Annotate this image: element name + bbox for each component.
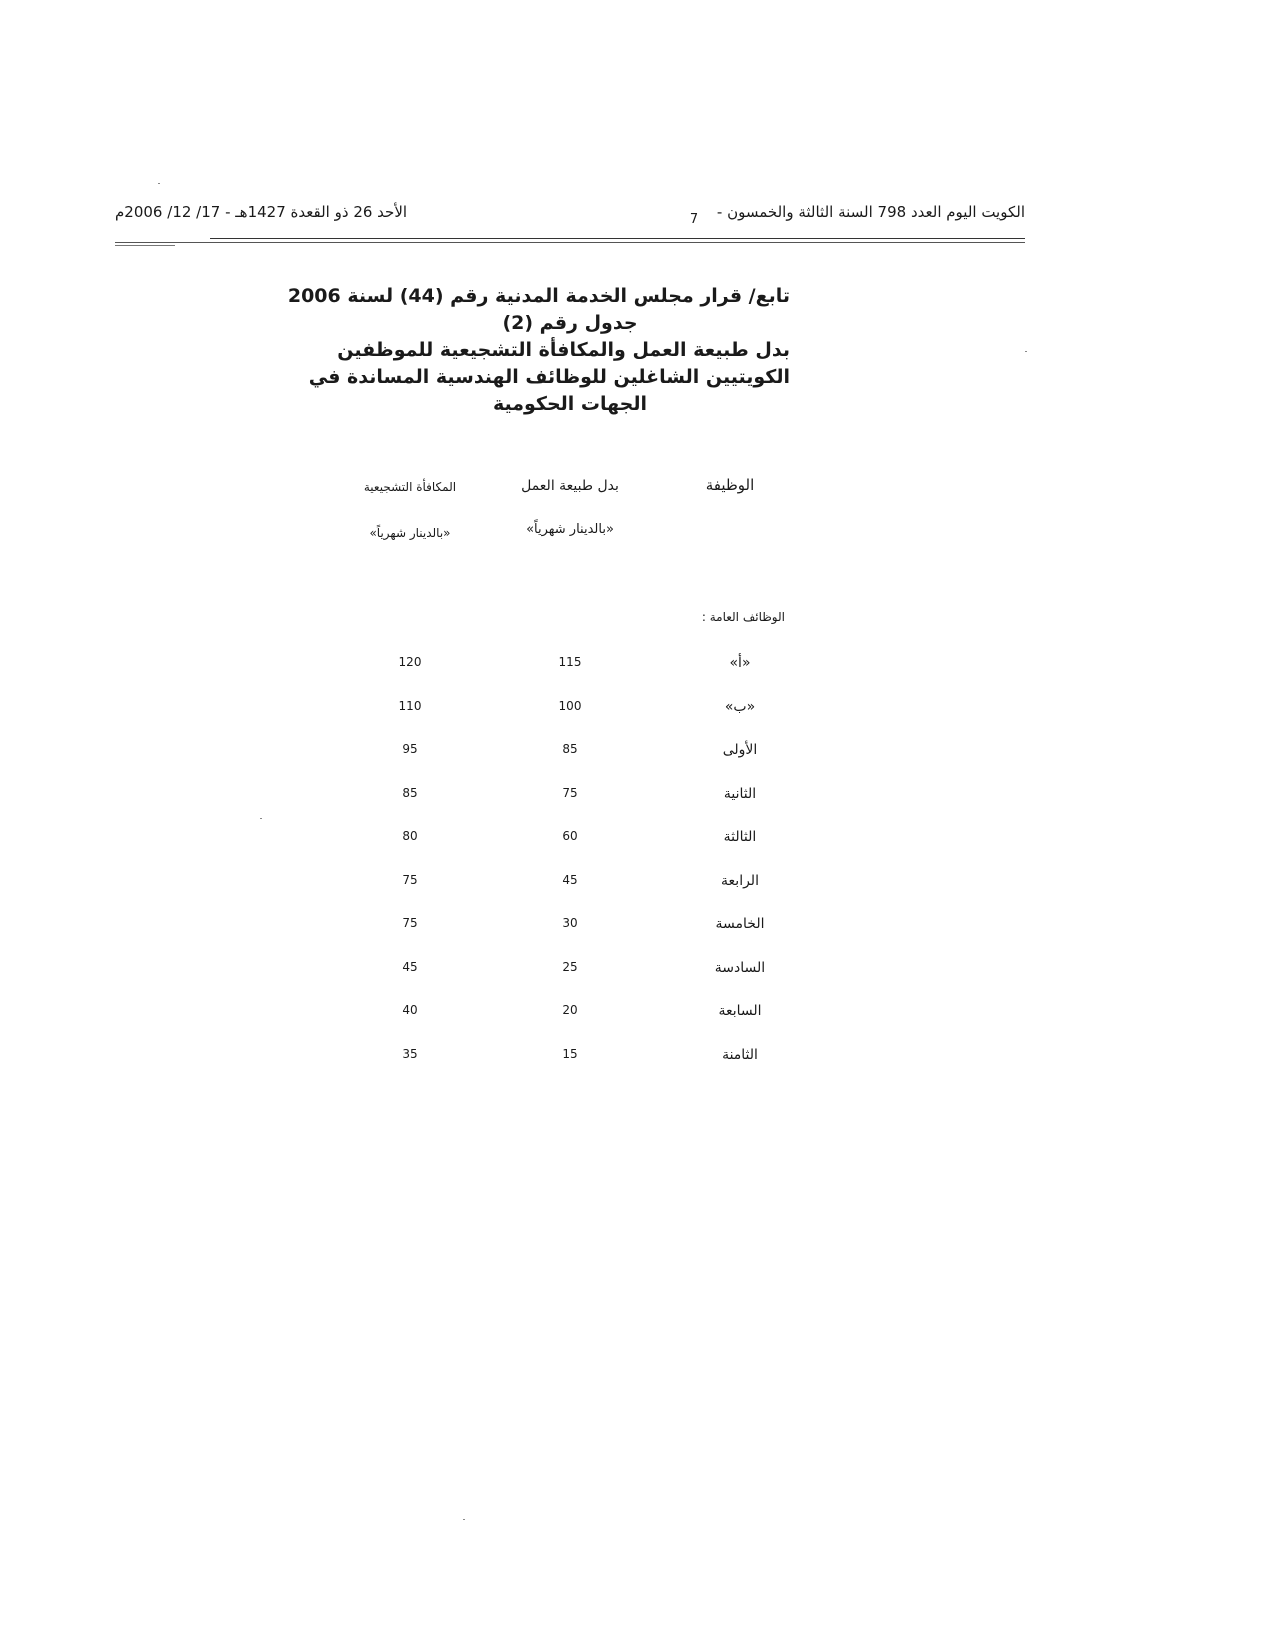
title-line-3: بدل طبيعة العمل والمكافأة التشجيعية للموظفين [337, 339, 790, 361]
title-line-2: جدول رقم (2) [502, 312, 638, 334]
row-allowance: 100 [558, 699, 582, 713]
row-reward: 40 [402, 1003, 418, 1017]
table-row [0, 829, 1275, 851]
row-job: الثانية [723, 786, 757, 802]
scan-speck [260, 818, 262, 819]
row-reward: 35 [402, 1047, 418, 1061]
column-header-job: الوظيفة [705, 476, 755, 494]
row-reward: 45 [402, 960, 418, 974]
row-allowance: 85 [562, 742, 578, 756]
table-row [0, 742, 1275, 764]
row-job: «أ» [729, 655, 751, 671]
row-reward: 95 [402, 742, 418, 756]
section-label: الوظائف العامة : [701, 610, 785, 624]
row-job: الثالثة [723, 829, 757, 845]
table-row [0, 873, 1275, 895]
row-reward: 85 [402, 786, 418, 800]
row-allowance: 45 [562, 873, 578, 887]
row-allowance: 60 [562, 829, 578, 843]
title-line-1: تابع/ قرار مجلس الخدمة المدنية رقم (44) لسنة 2006 [287, 285, 790, 307]
row-job: السابعة [718, 1003, 762, 1019]
row-job: الرابعة [721, 873, 759, 889]
header-date: الأحد 26 ذو القعدة 1427هـ - 17/ 12/ 2006م [115, 203, 408, 221]
scan-speck [158, 183, 160, 184]
title-line-5: الجهات الحكومية [492, 393, 648, 415]
row-reward: 75 [402, 916, 418, 930]
row-allowance: 25 [562, 960, 578, 974]
row-allowance: 30 [562, 916, 578, 930]
column-header-allowance: بدل طبيعة العمل [521, 478, 619, 494]
table-row [0, 786, 1275, 808]
row-reward: 110 [398, 699, 422, 713]
row-job: الأولى [722, 742, 758, 758]
row-allowance: 75 [562, 786, 578, 800]
table-row [0, 1003, 1275, 1025]
table-row [0, 960, 1275, 982]
scan-speck [1025, 351, 1027, 352]
row-job: «ب» [724, 699, 756, 715]
column-unit-reward: «بالدينار شهرياً» [369, 526, 451, 540]
page-number: 7 [689, 212, 699, 227]
row-reward: 75 [402, 873, 418, 887]
row-reward: 120 [398, 655, 422, 669]
row-job: السادسة [714, 960, 766, 976]
row-allowance: 15 [562, 1047, 578, 1061]
row-allowance: 115 [558, 655, 582, 669]
table-row [0, 699, 1275, 721]
table-row [0, 1047, 1275, 1069]
scan-speck [463, 1519, 465, 1520]
title-line-4: الكويتيين الشاغلين للوظائف الهندسية المساندة في [308, 366, 790, 388]
row-job: الخامسة [715, 916, 765, 932]
row-reward: 80 [402, 829, 418, 843]
column-unit-allowance: «بالدينار شهرياً» [526, 522, 614, 537]
header-publication-text: الكويت اليوم العدد 798 السنة الثالثة والخمسون - [716, 203, 1025, 221]
table-row [0, 916, 1275, 938]
row-job: الثامنة [722, 1047, 758, 1063]
row-allowance: 20 [562, 1003, 578, 1017]
table-row [0, 655, 1275, 677]
column-header-reward: المكافأة التشجيعية [363, 480, 457, 494]
